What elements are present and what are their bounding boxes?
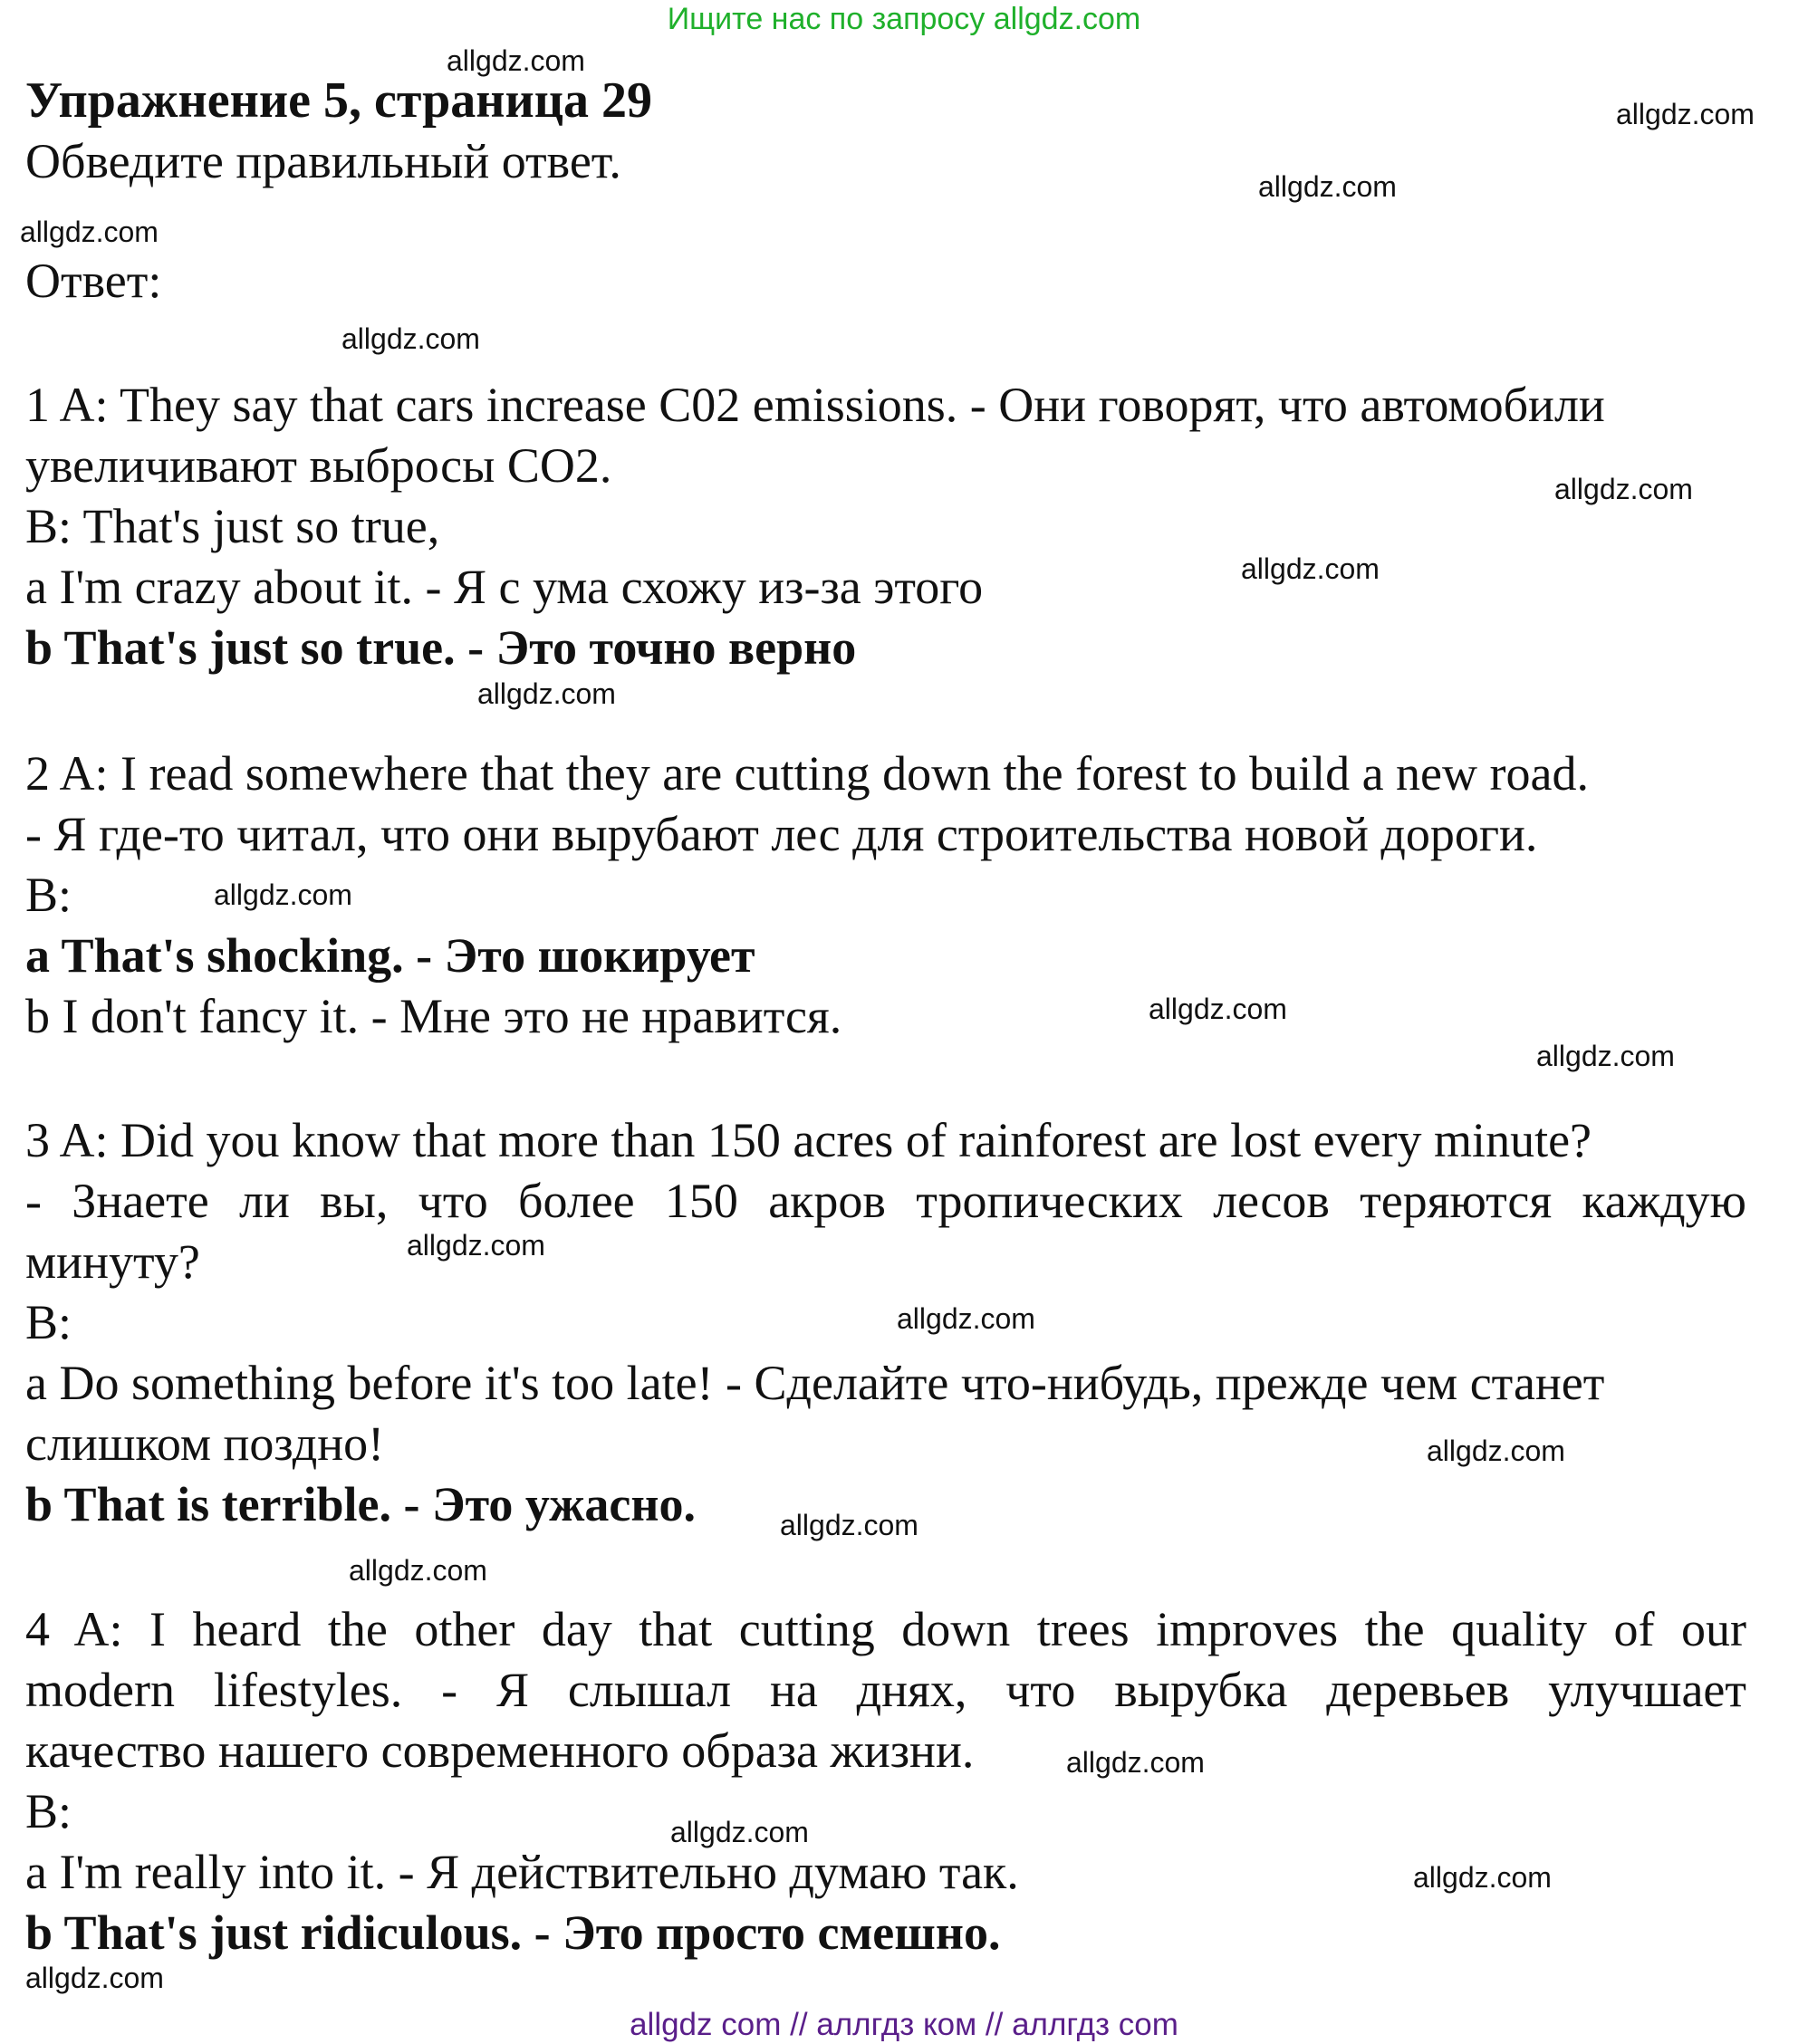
watermark: allgdz.com bbox=[1554, 473, 1693, 505]
question-text: - Знаете ли вы, что более 150 акров тропических лесов теряются каждую bbox=[25, 1174, 1746, 1228]
question-text: 2 A: I read somewhere that they are cutting down the forest to build a new road. bbox=[25, 746, 1589, 801]
top-banner: Ищите нас по запросу allgdz.com bbox=[667, 2, 1141, 36]
watermark: allgdz.com bbox=[341, 322, 480, 355]
option-b-correct: b That's just so true. - Это точно верно bbox=[25, 620, 857, 675]
speaker-b: B: bbox=[25, 1295, 72, 1349]
speaker-b: B: bbox=[25, 1784, 72, 1838]
option-b-correct: b That's just ridiculous. - Это просто смешно. bbox=[25, 1905, 1001, 1960]
watermark: allgdz.com bbox=[1258, 170, 1397, 203]
question-text: минуту? bbox=[25, 1234, 200, 1289]
option-a: a I'm really into it. - Я действительно думаю так. bbox=[25, 1845, 1019, 1899]
watermark: allgdz.com bbox=[1427, 1435, 1565, 1467]
watermark: allgdz.com bbox=[1149, 993, 1287, 1025]
question-text: увеличивают выбросы CO2. bbox=[25, 438, 612, 493]
speaker-b: B: bbox=[25, 868, 72, 922]
watermark: allgdz.com bbox=[477, 677, 616, 710]
question-text: - Я где-то читал, что они вырубают лес для строительства новой дороги. bbox=[25, 807, 1538, 861]
question-text: modern lifestyles. - Я слышал на днях, что вырубка деревьев улучшает bbox=[25, 1663, 1746, 1717]
option-a-correct: a That's shocking. - Это шокирует bbox=[25, 928, 755, 983]
question-1 bbox=[25, 375, 1746, 678]
option-a: a I'm crazy about it. - Я с ума схожу из-за этого bbox=[25, 560, 984, 614]
watermark: allgdz.com bbox=[349, 1554, 487, 1587]
option-b-correct: b That is terrible. - Это ужасно. bbox=[25, 1477, 696, 1531]
question-text: 1 A: They say that cars increase C02 emissions. - Они говорят, что автомобили bbox=[25, 378, 1605, 432]
option-a: a Do something before it's too late! - Сделайте что-нибудь, прежде чем станет bbox=[25, 1356, 1605, 1410]
watermark: allgdz.com bbox=[1066, 1746, 1205, 1779]
question-text: 3 A: Did you know that more than 150 acres of rainforest are lost every minute? bbox=[25, 1113, 1592, 1167]
watermark: allgdz.com bbox=[780, 1509, 918, 1541]
option-a: слишком поздно! bbox=[25, 1416, 385, 1471]
option-b: b I don't fancy it. - Мне это не нравится. bbox=[25, 989, 842, 1043]
footer-links: allgdz com // аллгдз ком // аллгдз com bbox=[630, 2007, 1178, 2042]
watermark: allgdz.com bbox=[407, 1229, 545, 1262]
watermark: allgdz.com bbox=[25, 1962, 164, 1994]
question-3 bbox=[25, 1110, 1746, 1535]
exercise-content bbox=[25, 71, 1746, 1963]
watermark: allgdz.com bbox=[670, 1816, 809, 1848]
question-4 bbox=[25, 1599, 1746, 1963]
watermark: allgdz.com bbox=[1616, 98, 1755, 130]
answer-label: Ответ: bbox=[25, 254, 162, 308]
watermark: allgdz.com bbox=[1536, 1040, 1675, 1072]
watermark: allgdz.com bbox=[214, 878, 352, 911]
watermark: allgdz.com bbox=[447, 44, 585, 77]
watermark: allgdz.com bbox=[1413, 1861, 1552, 1894]
question-text: 4 A: I heard the other day that cutting down trees improves the quality of our bbox=[25, 1602, 1746, 1656]
exercise-title: Упражнение 5, страница 29 bbox=[25, 72, 653, 129]
watermark: allgdz.com bbox=[1241, 552, 1380, 585]
watermark: allgdz.com bbox=[20, 216, 159, 248]
speaker-b: B: That's just so true, bbox=[25, 499, 440, 553]
exercise-instruction: Обведите правильный ответ. bbox=[25, 134, 621, 188]
watermark: allgdz.com bbox=[897, 1302, 1035, 1335]
question-text: качество нашего современного образа жизни. bbox=[25, 1723, 975, 1778]
